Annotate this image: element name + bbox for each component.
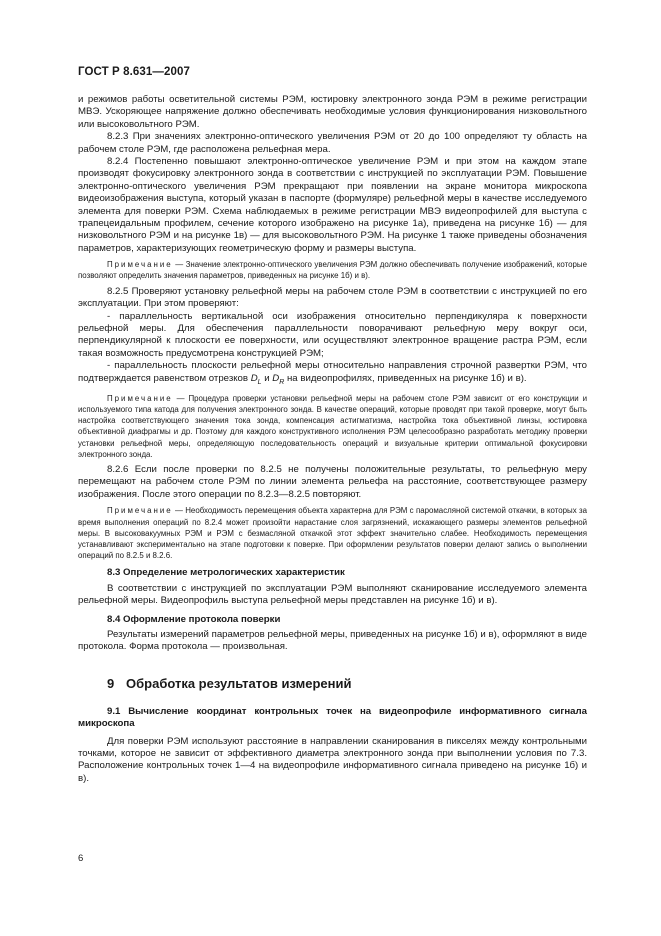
paragraph-8-4: Результаты измерений параметров рельефной меры, приведенных на рисунке 1б) и в), оформляют в виде протокола. Форма протокола — произвольная. xyxy=(78,628,587,653)
list-item-2-text-a: - параллельность плоскости рельефной меры относительно направления строчной развертки РЭМ, что подтверждается равенством отрезков xyxy=(78,360,587,384)
list-item-1: - параллельность вертикальной оси изображения относительно перпендикуляра к поверхности рельефной меры. Для обеспечения параллельности поворачивают рельефную меру вокруг оси, перпендикулярной к плоскости ее поверхности, или осуществляют электронное вращение растра РЭМ, если такая возможность предусмотрена конструкцией РЭМ; xyxy=(78,310,587,359)
subscript-r: R xyxy=(279,378,285,386)
section-9-heading xyxy=(78,676,587,692)
list-item-2-text-b: на видеопрофилях, приведенных на рисунке 1б) и в). xyxy=(284,372,527,384)
note-label: Примечание xyxy=(107,393,173,403)
symbol-d-r xyxy=(272,373,284,384)
note-text: — Необходимость перемещения объекта характерна для РЭМ с паромасляной системой откачки, в которых за время выполнения операций по 8.2.4 может произойти нарастание слоя загрязнений, искажающего размеры элементов рельефной меры. В высоковакуумных РЭМ и РЭМ с безмасляной откачкой этот эффект значительно слабее. Необходимость перемещения устанавливают экспериментально на этапе подготовки к поверке. При оформлении результатов поверки делают запись о выполнении операций по 8.2.5 и 8.2.6. xyxy=(78,506,587,561)
section-8-3-heading: 8.3 Определение метрологических характеристик xyxy=(107,567,345,579)
subscript-l: L xyxy=(257,378,262,386)
note-2 xyxy=(78,393,587,460)
list-item-2-and: и xyxy=(261,372,273,384)
section-8-4-heading: 8.4 Оформление протокола поверки xyxy=(107,613,281,625)
symbol-d: D xyxy=(250,372,258,384)
note-label: Примечание xyxy=(107,506,173,516)
note-3 xyxy=(78,505,587,561)
list-item-2 xyxy=(78,360,587,389)
symbol-d-l xyxy=(251,373,262,384)
paragraph-8-2-3: 8.2.3 При значениях электронно-оптического увеличения РЭМ от 20 до 100 определяют ту область на рабочем столе РЭМ, где расположена рельефная мера. xyxy=(78,131,587,155)
paragraph-8-2-6: 8.2.6 Если после проверки по 8.2.5 не получены положительные результаты, то рельефную меру перемещают на рабочем столе РЭМ по линии элемента рельефа на расстояние, соответствующее размеру изображения. После этого операции по 8.2.3—8.2.5 повторяют. xyxy=(78,464,587,500)
paragraph-8-3: В соответствии с инструкцией по эксплуатации РЭМ выполняют сканирование исследуемого элемента рельефной меры. Видеопрофиль выступа рельефной меры представлен на рисунке 1б) и в). xyxy=(78,582,587,607)
note-text: — Значение электронно-оптического увеличения РЭМ должно обеспечивать получение изображений, которые позволяют определить значения параметров, приведенных на рисунке 1б) и в). xyxy=(78,260,587,281)
symbol-d: D xyxy=(272,372,280,384)
section-9-title: Обработка результатов измерений xyxy=(126,675,352,691)
paragraph-continuation: и режимов работы осветительной системы РЭМ, юстировку электронного зонда РЭМ в режиме регистрации МВЭ. Ускоряющее напряжение должно обеспечивать необходимые условия функционирования низковольтного или высоковольтного РЭМ. xyxy=(78,94,587,130)
note-text: — Процедура проверки установки рельефной меры на рабочем столе РЭМ зависит от его конструкции и используемого типа катода для получения электронного зонда. В качестве операций, которые проводят при такой проверке, могут быть настройка соответствующего значения тока зонда, компенсация астигматизма, настройка тока объективной линзы, юстировка объективной диафрагмы и др. Поэтому для каждого конструктивного исполнения РЭМ целесообразно разработать методику проверки установки рельефной меры, определяющую последовательность операций и визуальные критерии оптимальной фокусировки электронного зонда. xyxy=(78,393,587,459)
note-label: Примечание xyxy=(107,260,173,270)
section-9-1-heading: 9.1 Вычисление координат контрольных точек на видеопрофиле информативного сигнала микроскопа xyxy=(78,705,587,730)
note-1 xyxy=(78,259,587,281)
paragraph-8-2-4: 8.2.4 Постепенно повышают электронно-оптическое увеличение РЭМ и при этом на каждом этапе производят фокусировку электронного зонда в соответствии с инструкцией по эксплуатации РЭМ. Повышение электронно-оптического увеличения РЭМ прекращают при появлении на экране монитора микроскопа видеоизображения выступа, который указан в паспорте (формуляре) рельефной меры в качестве исследуемого элемента для поверки РЭМ. Схема наблюдаемых в режиме регистрации МВЭ видеопрофилей для выступа с трапецеидальным профилем, сечение которого изображено на рисунке 1а), приведена на рисунке 1б) — для низковольтного РЭМ и на рисунке 1в) — для высоковольтного РЭМ. На рисунке 1 также приведены обозначения параметров, характеризующих геометрическую форму и размеры выступа. xyxy=(78,156,587,254)
page-number: 6 xyxy=(78,853,84,864)
section-9-number: 9 xyxy=(107,675,115,691)
paragraph-8-2-5: 8.2.5 Проверяют установку рельефной меры на рабочем столе РЭМ в соответствии с инструкцией по его эксплуатации. При этом проверяют: xyxy=(78,285,587,310)
document-header: ГОСТ Р 8.631—2007 xyxy=(78,66,190,78)
paragraph-9-1: Для поверки РЭМ используют расстояние в направлении сканирования в пикселях между контрольными точками, которое не зависит от эффективного диаметра электронного зонда при выполнении условия по 7.3. Расположение контрольных точек 1—4 на видеопрофиле информативного сигнала приведено на рисунке 1б) и в). xyxy=(78,735,587,784)
document-body xyxy=(78,94,587,785)
